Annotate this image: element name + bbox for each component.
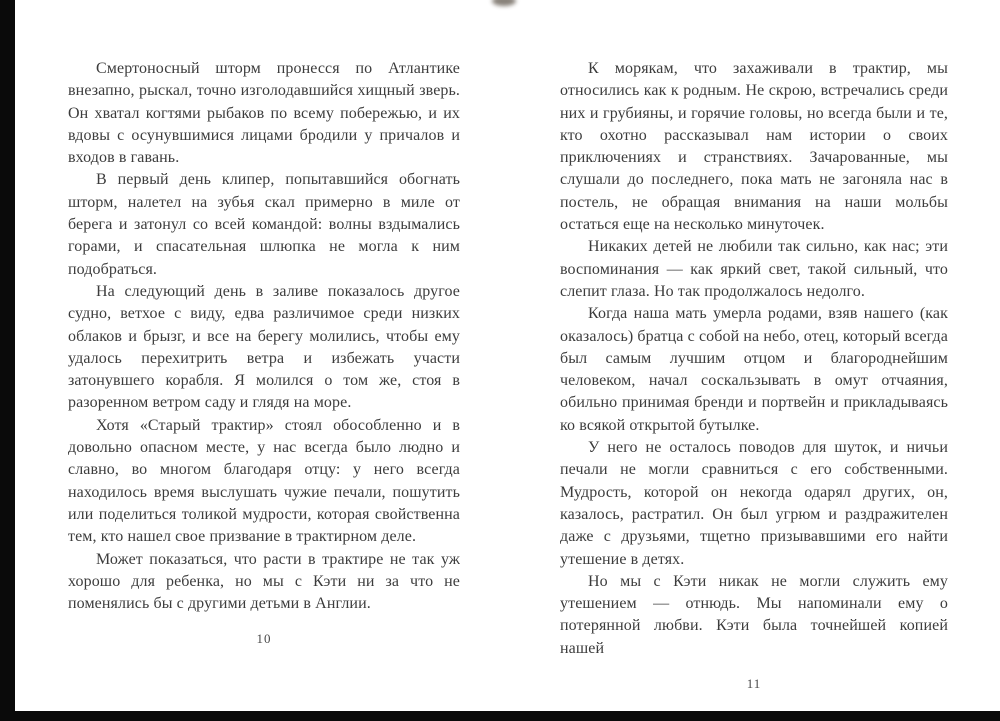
paragraph: На следующий день в заливе показалось другое судно, ветхое с виду, едва различимое среди низких облаков и брызг, и все на берегу молились, чтобы ему удалось перехитрить ветра и избежать участи затонувшего корабля. Я молился о том же, стоя в разоренном ветром саду и глядя на море. [68, 282, 460, 412]
page-right-text [560, 58, 948, 660]
paragraph: Может показаться, что расти в трактире не так уж хорошо для ребенка, но мы с Кэти ни за что не поменялись бы с другими детьми в Англии. [68, 550, 460, 613]
paragraph: Но мы с Кэти никак не могли служить ему утешением — отнюдь. Мы напоминали ему о потерянной любви. Кэти была точнейшей копией нашей [560, 572, 948, 657]
paragraph: Никаких детей не любили так сильно, как нас; эти воспоминания — как яркий свет, такой сильный, что слепит глаза. Но так продолжалось недолго. [560, 238, 948, 300]
paragraph: У него не осталось поводов для шуток, и ничьи печали не могли сравниться с его собственными. Мудрость, которой он некогда одарял других, он, казалось, растратил. Он был угрюм и раздражителен даже с друзьями, тщетно призывавшими его найти утешение в детях. [560, 439, 948, 568]
scan-edge-left [0, 0, 15, 721]
page-number-left: 10 [256, 631, 272, 647]
paragraph: Хотя «Старый трактир» стоял обособленно и в довольно опасном месте, у нас всегда было людно и славно, во многом благодаря отцу: у него всегда находилось время выслушать чужие печали, пошутить или поделиться толикой мудрости, которая свойственна тем, кто нашел свое призвание в трактирном деле. [68, 416, 460, 546]
paragraph: Когда наша мать умерла родами, взяв нашего (как оказалось) братца с собой на небо, отец, который всегда был самым лучшим отцом и благороднейшим человеком, начал соскальзывать в омут отчаяния, обильно принимая бренди и портвейн и прикладываясь ко всякой открытой бутылке. [560, 305, 948, 434]
paragraph: В первый день клипер, попытавшийся обогнать шторм, налетел на зубья скал примерно в миле от берега и затонул со всей командой: волны вздымались горами, и спасательная шлюпка не могла к ним подобраться. [68, 171, 460, 278]
page-number-right: 11 [746, 676, 762, 692]
page-left [68, 58, 460, 647]
page-left-text [68, 58, 460, 615]
scan-edge-bottom [0, 711, 1000, 721]
page-right [560, 58, 948, 692]
gutter-shadow [492, 0, 516, 6]
paragraph: Смертоносный шторм пронесся по Атлантике внезапно, рыскал, точно изголодавшийся хищный зверь. Он хватал когтями рыбаков по всему побережью, и их вдовы с осунувшимися лицами бродили у причалов и входов в гавань. [68, 60, 460, 167]
paragraph: К морякам, что захаживали в трактир, мы относились как к родным. Не скрою, встречались среди них и грубияны, и горячие головы, но всегда были и те, кто охотно рассказывал нам истории о своих приключениях и странствиях. Зачарованные, мы слушали до последнего, пока мать не загоняла нас в постель, не обращая внимания на наши мольбы остаться еще на несколько минуточек. [560, 60, 948, 234]
